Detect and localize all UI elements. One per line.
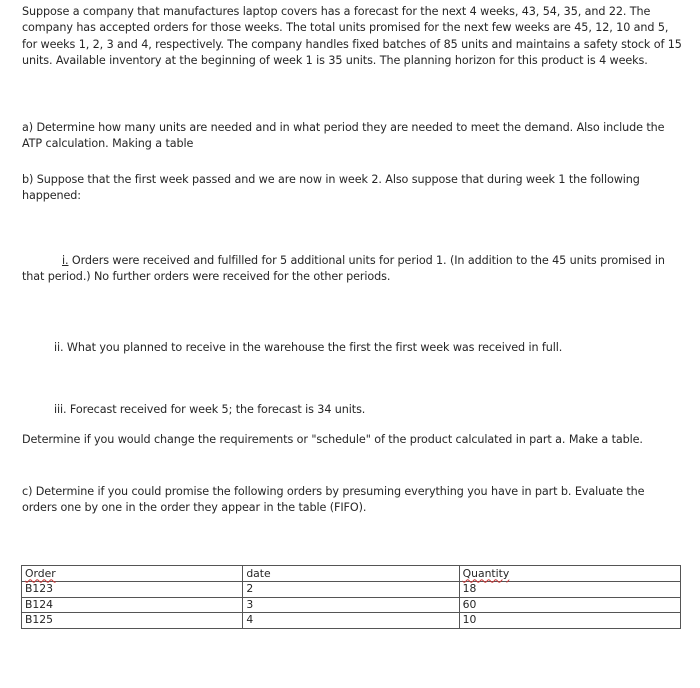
table-row [22,613,681,629]
orders-table-container [21,565,681,645]
table-row [22,582,681,598]
table-header-row [22,566,681,582]
date-cell: 2 [243,582,459,598]
quantity-cell: 18 [459,582,680,598]
part-b-paragraph: b) Suppose that the first week passed and we are now in week 2. Also suppose that during week 1 the following happened: [22,173,640,203]
item-ii-paragraph: ii. What you planned to receive in the warehouse the first the first week was received in full. [54,341,563,354]
date-cell: 3 [243,597,459,613]
part-c-paragraph [22,484,682,517]
intro-paragraph: Suppose a company that manufactures laptop covers has a forecast for the next 4 weeks, 43, 54, 35, and 22. The company has accepted orders for those weeks. The total units promised for the next few weeks are 45, 12, 10 and 5, for weeks 1, 2, 3 and 4, respectively. The company handles fixed batches of 85 units and maintains a safety stock of 15 units. Available inventory at the beginning of week 1 is 35 units. The planning horizon for this product is 4 weeks. [22,5,682,68]
item-i-text: Orders were received and fulfilled for 5 additional units for period 1. (In addition to the 45 units promised in that period.) No further orders were received for the other periods. [22,254,665,284]
orders-table [21,565,681,629]
part-c-text: ) Determine if you could promise the following orders by presuming everything you have in part b. Evaluate the orders one by one in the order they appear in the table (FIFO). [22,485,645,515]
header-quantity: Quantity [459,566,680,582]
part-c-marker: c [22,485,29,498]
header-date: date [243,566,459,582]
header-order: Order [22,566,243,582]
order-cell: B123 [22,582,243,598]
quantity-cell: 10 [459,613,680,629]
order-cell: B125 [22,613,243,629]
order-cell: B124 [22,597,243,613]
item-i-paragraph [22,253,682,286]
item-i-marker: i. [62,254,69,267]
table-row [22,597,681,613]
quantity-cell: 60 [459,597,680,613]
determine-paragraph: Determine if you would change the requirements or "schedule" of the product calculated in part a. Make a table. [22,433,643,446]
date-cell: 4 [243,613,459,629]
item-iii-paragraph: iii. Forecast received for week 5; the forecast is 34 units. [54,403,366,416]
part-a-paragraph: a) Determine how many units are needed and in what period they are needed to meet the demand. Also include the ATP calculation. Making a table [22,121,665,151]
